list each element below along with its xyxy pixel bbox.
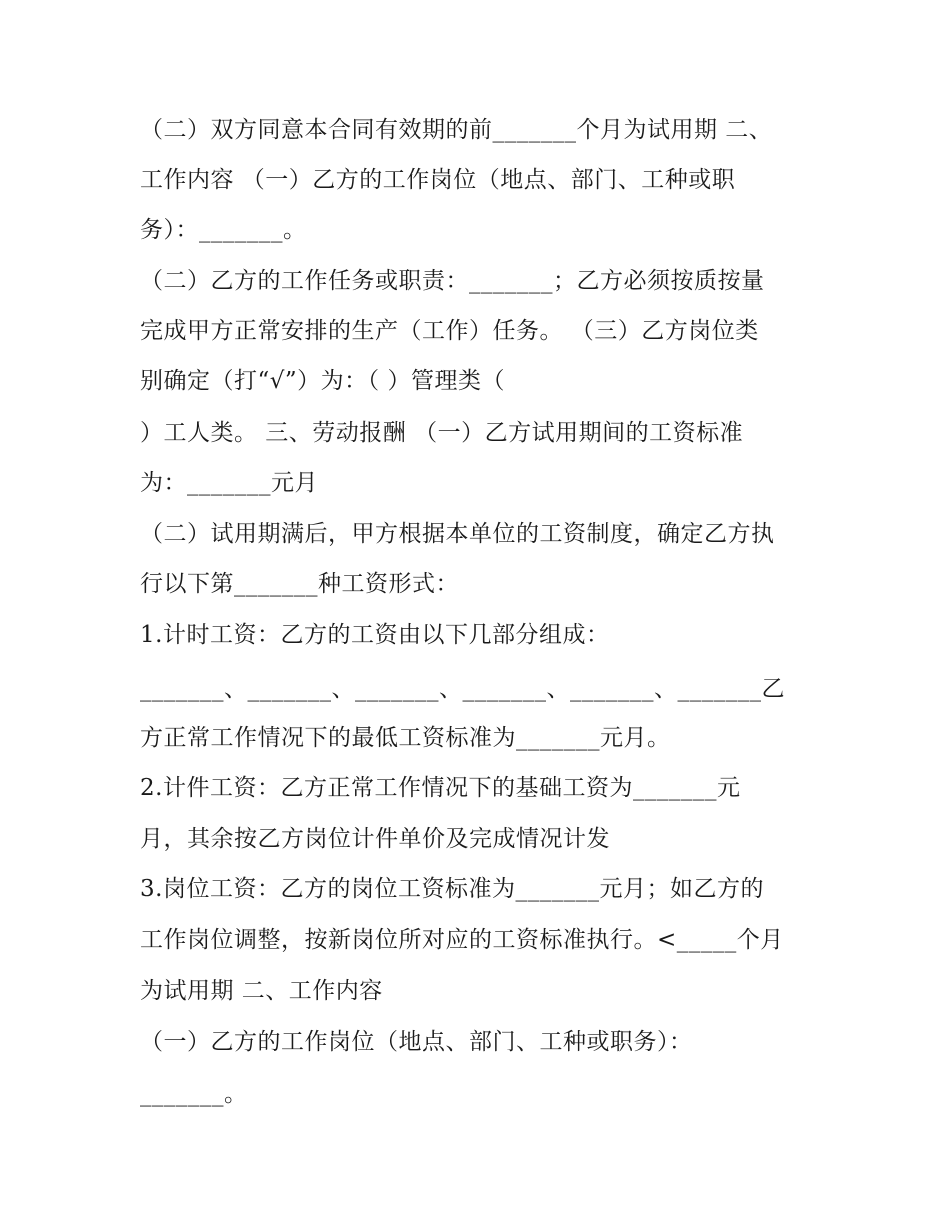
- text-line-14: 2.计件工资：乙方正常工作情况下的基础工资为_______元: [140, 775, 741, 801]
- text-line-3: 务）：_______。: [140, 217, 307, 243]
- text-line-8: 为：_______元月: [140, 470, 318, 496]
- text-line-18: 为试用期 二、工作内容: [140, 978, 383, 1004]
- text-line-1: （二）双方同意本合同有效期的前_______个月为试用期 二、: [140, 117, 773, 143]
- text-line-6: 别确定（打“√”）为：（ ）管理类（: [140, 368, 505, 394]
- text-line-4: （二）乙方的工作任务或职责：_______；乙方必须按质按量: [140, 268, 765, 294]
- text-line-10: 行以下第_______种工资形式：: [140, 571, 459, 597]
- text-line-12: _______、_______、_______、_______、_______、_______乙: [140, 676, 785, 702]
- text-line-5: 完成甲方正常安排的生产（工作）任务。 （三）乙方岗位类: [140, 318, 759, 344]
- text-line-9: （二）试用期满后，甲方根据本单位的工资制度，确定乙方执: [140, 521, 775, 547]
- text-line-11: 1.计时工资：乙方的工资由以下几部分组成：: [140, 622, 610, 648]
- text-line-2: 工作内容 （一）乙方的工作岗位（地点、部门、工种或职: [140, 167, 736, 193]
- text-line-17: 工作岗位调整，按新岗位所对应的工资标准执行。<_____个月: [140, 927, 784, 953]
- text-line-16: 3.岗位工资：乙方的岗位工资标准为_______元月；如乙方的: [140, 876, 764, 902]
- text-line-20: _______。: [140, 1081, 248, 1107]
- text-line-13: 方正常工作情况下的最低工资标准为_______元月。: [140, 725, 671, 751]
- text-line-15: 月，其余按乙方岗位计件单价及完成情况计发: [140, 826, 610, 852]
- text-line-19: （一）乙方的工作岗位（地点、部门、工种或职务）：: [140, 1029, 693, 1055]
- text-line-7: ）工人类。 三、劳动报酬 （一）乙方试用期间的工资标准: [140, 420, 744, 446]
